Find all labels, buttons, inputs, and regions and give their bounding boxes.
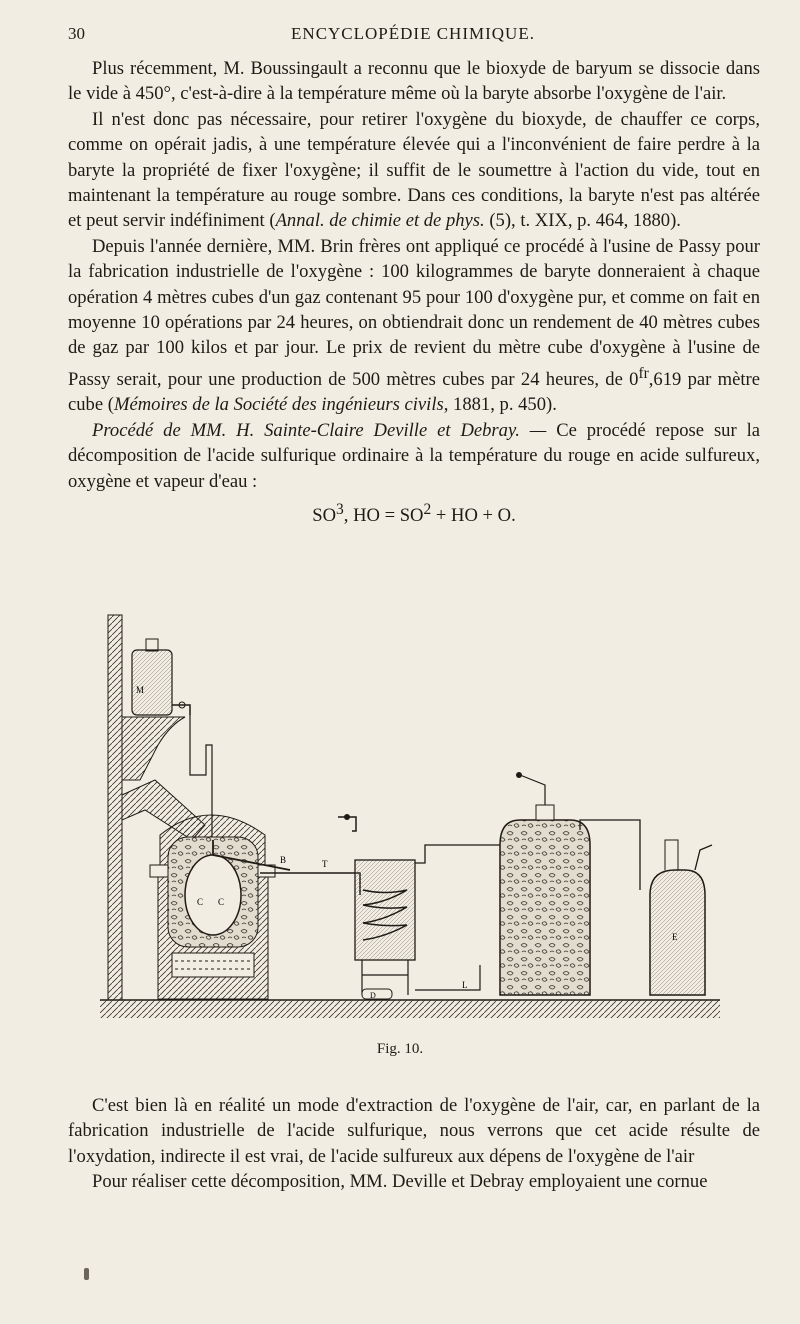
pumice-bottle (500, 772, 640, 995)
label-d: D (370, 991, 376, 1000)
formula-part-b: , HO = SO (343, 505, 424, 527)
page-number: 30 (68, 24, 85, 43)
label-t: T (322, 859, 328, 869)
label-c1: C (197, 897, 204, 907)
ground-hatch (100, 1000, 720, 1018)
price-superscript: fr (638, 364, 649, 382)
citation-memoires: Mémoires de la Société des ingénieurs civils (113, 394, 444, 416)
citation-memoires-ref: , 1881, p. 450). (443, 394, 557, 416)
paragraph-brin (68, 234, 760, 418)
running-title: ENCYCLOPÉDIE CHIMIQUE. (291, 24, 535, 43)
label-c2: C (218, 897, 225, 907)
paragraph-vide: Il n'est donc pas nécessaire, pour retirer l'oxygène du bioxyde, de chauffer ce corps, comme on opérait jadis, à une température élevée qui a l'inconvénient de faire perdre à la baryte la propriété de fixer l'oxygène; il suffit de le soumettre à l'action du vide, tout en maintenant la température au rouge sombre. Dans ces conditions, la baryte n'est pas altérée et peut servir indéfiniment (Annal. de chimie et de phys. (5), t. XIX, p. 464, 1880). (68, 108, 760, 232)
section-heading: Procédé de MM. H. Sainte-Claire Deville et Debray. — (92, 419, 547, 441)
apparatus-illustration (100, 605, 740, 1035)
body-text-bottom (68, 1093, 760, 1195)
formula-sup-b: 2 (423, 501, 432, 519)
label-b: B (280, 855, 287, 865)
paragraph-cornue: Pour réaliser cette décomposition, MM. Deville et Debray employaient une cornue (92, 1171, 708, 1193)
price-value: ,619 par mètre cube ( (68, 369, 761, 416)
citation-annales: Annal. de chimie et de phys. (275, 210, 485, 232)
reservoir-m (132, 639, 190, 715)
paragraph-deville (68, 418, 760, 494)
label-e: E (672, 932, 678, 942)
apparatus-figure (100, 605, 740, 1035)
formula-part-a: SO (312, 505, 337, 527)
formula-part-c: + HO + O. (431, 505, 516, 527)
paragraph-boussingault: Plus récemment, M. Boussingault a reconnu que le bioxyde de baryum se dissocie dans le vide à 450°, c'est-à-dire à la température même où la baryte absorbe l'oxygène de l'air. (68, 58, 760, 105)
paragraph-brin-text: Depuis l'année dernière, MM. Brin frères ont appliqué ce procédé à l'usine de Passy pour la fabrication industrielle de l'oxygène : 100 kilogrammes de baryte donneraient à chaque opération 4 mètres cubes d'un gaz contenant 95 pour 100 d'oxygène pur, et comme on fait en moyenne 10 opérations par 24 heures, on obtiendrait donc un rendement de 40 mètres cubes de gaz par 100 kilos et par jour. Le prix de revient du mètre cube d'oxygène à l'usine de Passy serait, pour une production de 500 mètres cubes par 24 heures, de 0 (68, 235, 760, 391)
citation-annales-ref: (5), t. XIX, p. 464, 1880). (484, 210, 681, 232)
page-header (68, 20, 758, 48)
chemical-formula (68, 497, 760, 529)
label-l: L (462, 980, 468, 990)
ink-mark (84, 1268, 89, 1280)
body-text-top (68, 56, 760, 529)
condenser (355, 860, 415, 999)
figure-caption: Fig. 10. (376, 1041, 424, 1057)
formula-sup-a: 3 (336, 501, 344, 519)
collector-bottle (640, 840, 712, 995)
paragraph-vide-text: Il n'est donc pas nécessaire, pour retirer l'oxygène du bioxyde, de chauffer ce corps, comme on opérait jadis, à une température élevée qui a l'inconvénient de faire perdre à la baryte la propriété de fixer l'oxygène; il suffit de le soumettre à l'action du vide, tout en maintenant la température au rouge sombre. Dans ces conditions, la baryte n'est pas altérée et peut servir indéfiniment (68, 108, 760, 232)
paragraph-extraction: C'est bien là en réalité un mode d'extraction de l'oxygène de l'air, car, en parlant de la fabrication industrielle de l'acide sulfurique, nous verrons que cet acide résulte de l'oxydation, indirecte il est vrai, de l'acide sulfureux aux dépens de l'oxygène de l'air (68, 1095, 760, 1167)
paragraph-deville-text: Ce procédé repose sur la décomposition de l'acide sulfurique ordinaire à la température du rouge en acide sulfureux, oxygène et vapeur d'eau : (68, 419, 760, 492)
label-m: M (136, 685, 145, 695)
